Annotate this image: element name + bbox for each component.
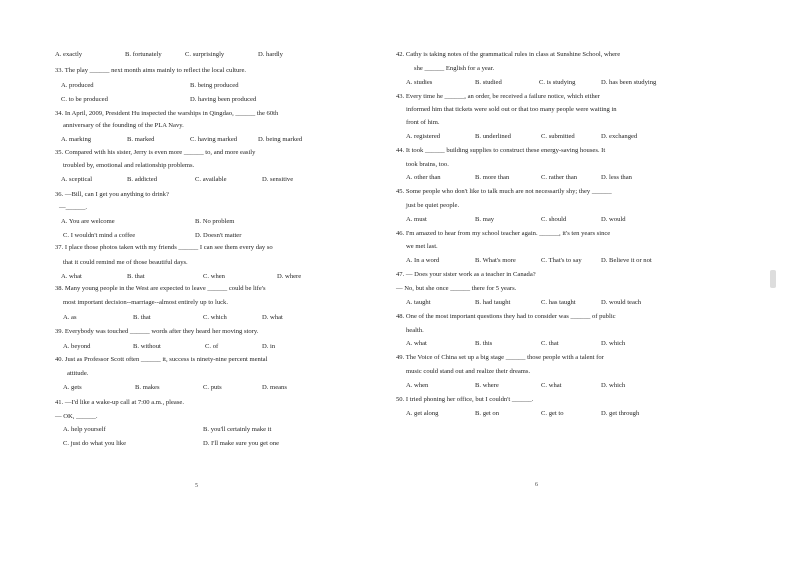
answer-option: C. surprisingly	[185, 51, 225, 58]
answer-option: B. had taught	[475, 299, 511, 306]
question-text: just be quiet people.	[406, 202, 460, 209]
answer-option: A. registered	[406, 133, 441, 140]
answer-option: A. beyond	[63, 343, 91, 350]
question-text: 34. In April, 2009, President Hu inspected the warships in Qingdao, ______ the 60th	[55, 110, 279, 117]
question-text: 47. — Does your sister work as a teacher in Canada?	[396, 271, 536, 278]
question-text: that it could remind me of those beautiful days.	[63, 259, 188, 266]
answer-option: C. rather than	[541, 174, 578, 181]
question-text: 39. Everybody was touched ______ words after they heard her moving story.	[55, 328, 259, 335]
question-text: — OK, ______.	[55, 413, 98, 420]
answer-option: C. get to	[541, 410, 564, 417]
answer-option: B. What's more	[475, 257, 516, 264]
question-text: we met last.	[406, 243, 438, 250]
scan-mark	[770, 270, 776, 288]
answer-option: C. what	[541, 382, 562, 389]
answer-option: A. as	[63, 314, 77, 321]
answer-option: C. that	[541, 340, 559, 347]
question-text: informed him that tickets were sold out or that too many people were waiting in	[406, 106, 617, 113]
answer-option: A. studies	[406, 79, 433, 86]
question-text: 49. The Voice of China set up a big stage ______ those people with a talent for	[396, 354, 604, 361]
answer-option: A. produced	[61, 82, 94, 89]
answer-option: B. addicted	[127, 176, 158, 183]
answer-option: B. more than	[475, 174, 510, 181]
answer-option: B. marked	[127, 136, 155, 143]
question-text: — No, but she once ______ there for 5 years.	[396, 285, 517, 292]
answer-option: B. get on	[475, 410, 499, 417]
answer-option: A. marking	[61, 136, 92, 143]
question-text: 33. The play ______ next month aims mainly to reflect the local culture.	[55, 67, 247, 74]
answer-option: D. means	[262, 384, 287, 391]
answer-option: C. is studying	[539, 79, 576, 86]
answer-option: D. less than	[601, 174, 632, 181]
question-text: 37. I place those photos taken with my friends ______ I can see them every day so	[55, 244, 273, 251]
question-text: music could stand out and realize their dreams.	[406, 368, 531, 375]
answer-option: D. I'll make sure you get one	[203, 440, 280, 447]
answer-option: C. just do what you like	[63, 440, 127, 447]
question-text: 48. One of the most important questions they had to consider was ______ of public	[396, 313, 616, 320]
answer-option: D. Doesn't matter	[195, 232, 242, 239]
answer-option: C. of	[205, 343, 219, 350]
question-text: 45. Some people who don't like to talk much are not necessarily shy; they ______	[396, 188, 612, 195]
question-text: 43. Every time he ______, an order, be received a failure notice, which either	[396, 93, 600, 100]
question-text: 40. Just as Professor Scott often ______ it, success is ninety-nine percent mental	[55, 356, 268, 363]
answer-option: C. when	[203, 273, 225, 280]
answer-option: D. sensitive	[262, 176, 294, 183]
answer-option: B. may	[475, 216, 495, 223]
question-text: attitude.	[67, 370, 89, 377]
answer-option: A. exactly	[55, 51, 83, 58]
answer-option: D. has been studying	[601, 79, 657, 86]
answer-option: B. No problem	[195, 218, 235, 225]
answer-option: B. you'll certainly make it	[203, 426, 272, 433]
answer-option: B. studied	[475, 79, 502, 86]
answer-option: D. get through	[601, 410, 640, 417]
answer-option: B. makes	[135, 384, 160, 391]
answer-option: A. what	[61, 273, 82, 280]
answer-option: A. sceptical	[61, 176, 93, 183]
answer-option: D. being marked	[258, 136, 303, 143]
question-text: front of him.	[406, 119, 440, 126]
answer-option: A. taught	[406, 299, 431, 306]
question-text: took brains, too.	[406, 161, 449, 168]
answer-option: A. help yourself	[63, 426, 106, 433]
question-text: 38. Many young people in the West are expected to leave ______ could be life's	[55, 285, 266, 292]
answer-option: D. hardly	[258, 51, 283, 58]
answer-option: D. having been produced	[190, 96, 257, 103]
page-number: 5	[195, 483, 198, 489]
question-text: she ______ English for a year.	[414, 65, 495, 72]
question-text: health.	[406, 327, 424, 334]
answer-option: C. should	[541, 216, 567, 223]
answer-option: B. that	[127, 273, 145, 280]
answer-option: B. fortunately	[125, 51, 162, 58]
answer-option: D. exchanged	[601, 133, 638, 140]
answer-option: C. I wouldn't mind a coffee	[63, 232, 136, 239]
page-number: 6	[535, 482, 538, 488]
answer-option: D. would teach	[601, 299, 642, 306]
answer-option: D. where	[277, 273, 302, 280]
question-text: troubled by, emotional and relationship problems.	[63, 162, 195, 169]
answer-option: C. which	[203, 314, 227, 321]
answer-option: D. which	[601, 340, 626, 347]
answer-option: C. having marked	[190, 136, 238, 143]
answer-option: B. this	[475, 340, 493, 347]
left-page	[55, 0, 345, 561]
question-text: 41. —I'd like a wake-up call at 7:00 a.m., please.	[55, 399, 184, 406]
answer-option: D. Believe it or not	[601, 257, 652, 264]
question-text: 35. Compared with his sister, Jerry is even more ______ to, and more easily	[55, 149, 256, 156]
answer-option: A. what	[406, 340, 427, 347]
answer-option: C. to be produced	[61, 96, 108, 103]
question-text: 44. It took ______ building supplies to construct these energy-saving houses. It	[396, 147, 606, 154]
answer-option: C. submitted	[541, 133, 575, 140]
question-text: 42. Cathy is taking notes of the grammatical rules in class at Sunshine School, where	[396, 51, 621, 58]
answer-option: C. has taught	[541, 299, 576, 306]
question-text: —______.	[59, 204, 88, 211]
answer-option: D. would	[601, 216, 626, 223]
answer-option: B. where	[475, 382, 499, 389]
answer-option: A. must	[406, 216, 427, 223]
question-text: 46. I'm amazed to hear from my school teacher again. ______, it's ten years since	[396, 230, 611, 237]
answer-option: A. get along	[406, 410, 439, 417]
answer-option: D. what	[262, 314, 283, 321]
answer-option: C. puts	[203, 384, 222, 391]
answer-option: C. That's to say	[541, 257, 582, 264]
answer-option: D. which	[601, 382, 626, 389]
answer-option: A. gets	[63, 384, 82, 391]
answer-option: A. other than	[406, 174, 441, 181]
answer-option: C. available	[195, 176, 227, 183]
answer-option: A. You are welcome	[61, 218, 115, 225]
answer-option: A. In a word	[406, 257, 440, 264]
right-page	[392, 0, 692, 561]
answer-option: B. without	[133, 343, 161, 350]
answer-option: A. when	[406, 382, 429, 389]
answer-option: B. that	[133, 314, 151, 321]
question-text: 50. I tried phoning her office, but I couldn't ______.	[396, 396, 534, 403]
question-text: anniversary of the founding of the PLA Navy.	[63, 122, 184, 129]
answer-option: D. in	[262, 343, 276, 350]
question-text: most important decision--marriage--almost entirely up to luck.	[63, 299, 228, 306]
answer-option: B. being produced	[190, 82, 239, 89]
question-text: 36. —Bill, can I get you anything to drink?	[55, 191, 169, 198]
answer-option: B. underlined	[475, 133, 511, 140]
